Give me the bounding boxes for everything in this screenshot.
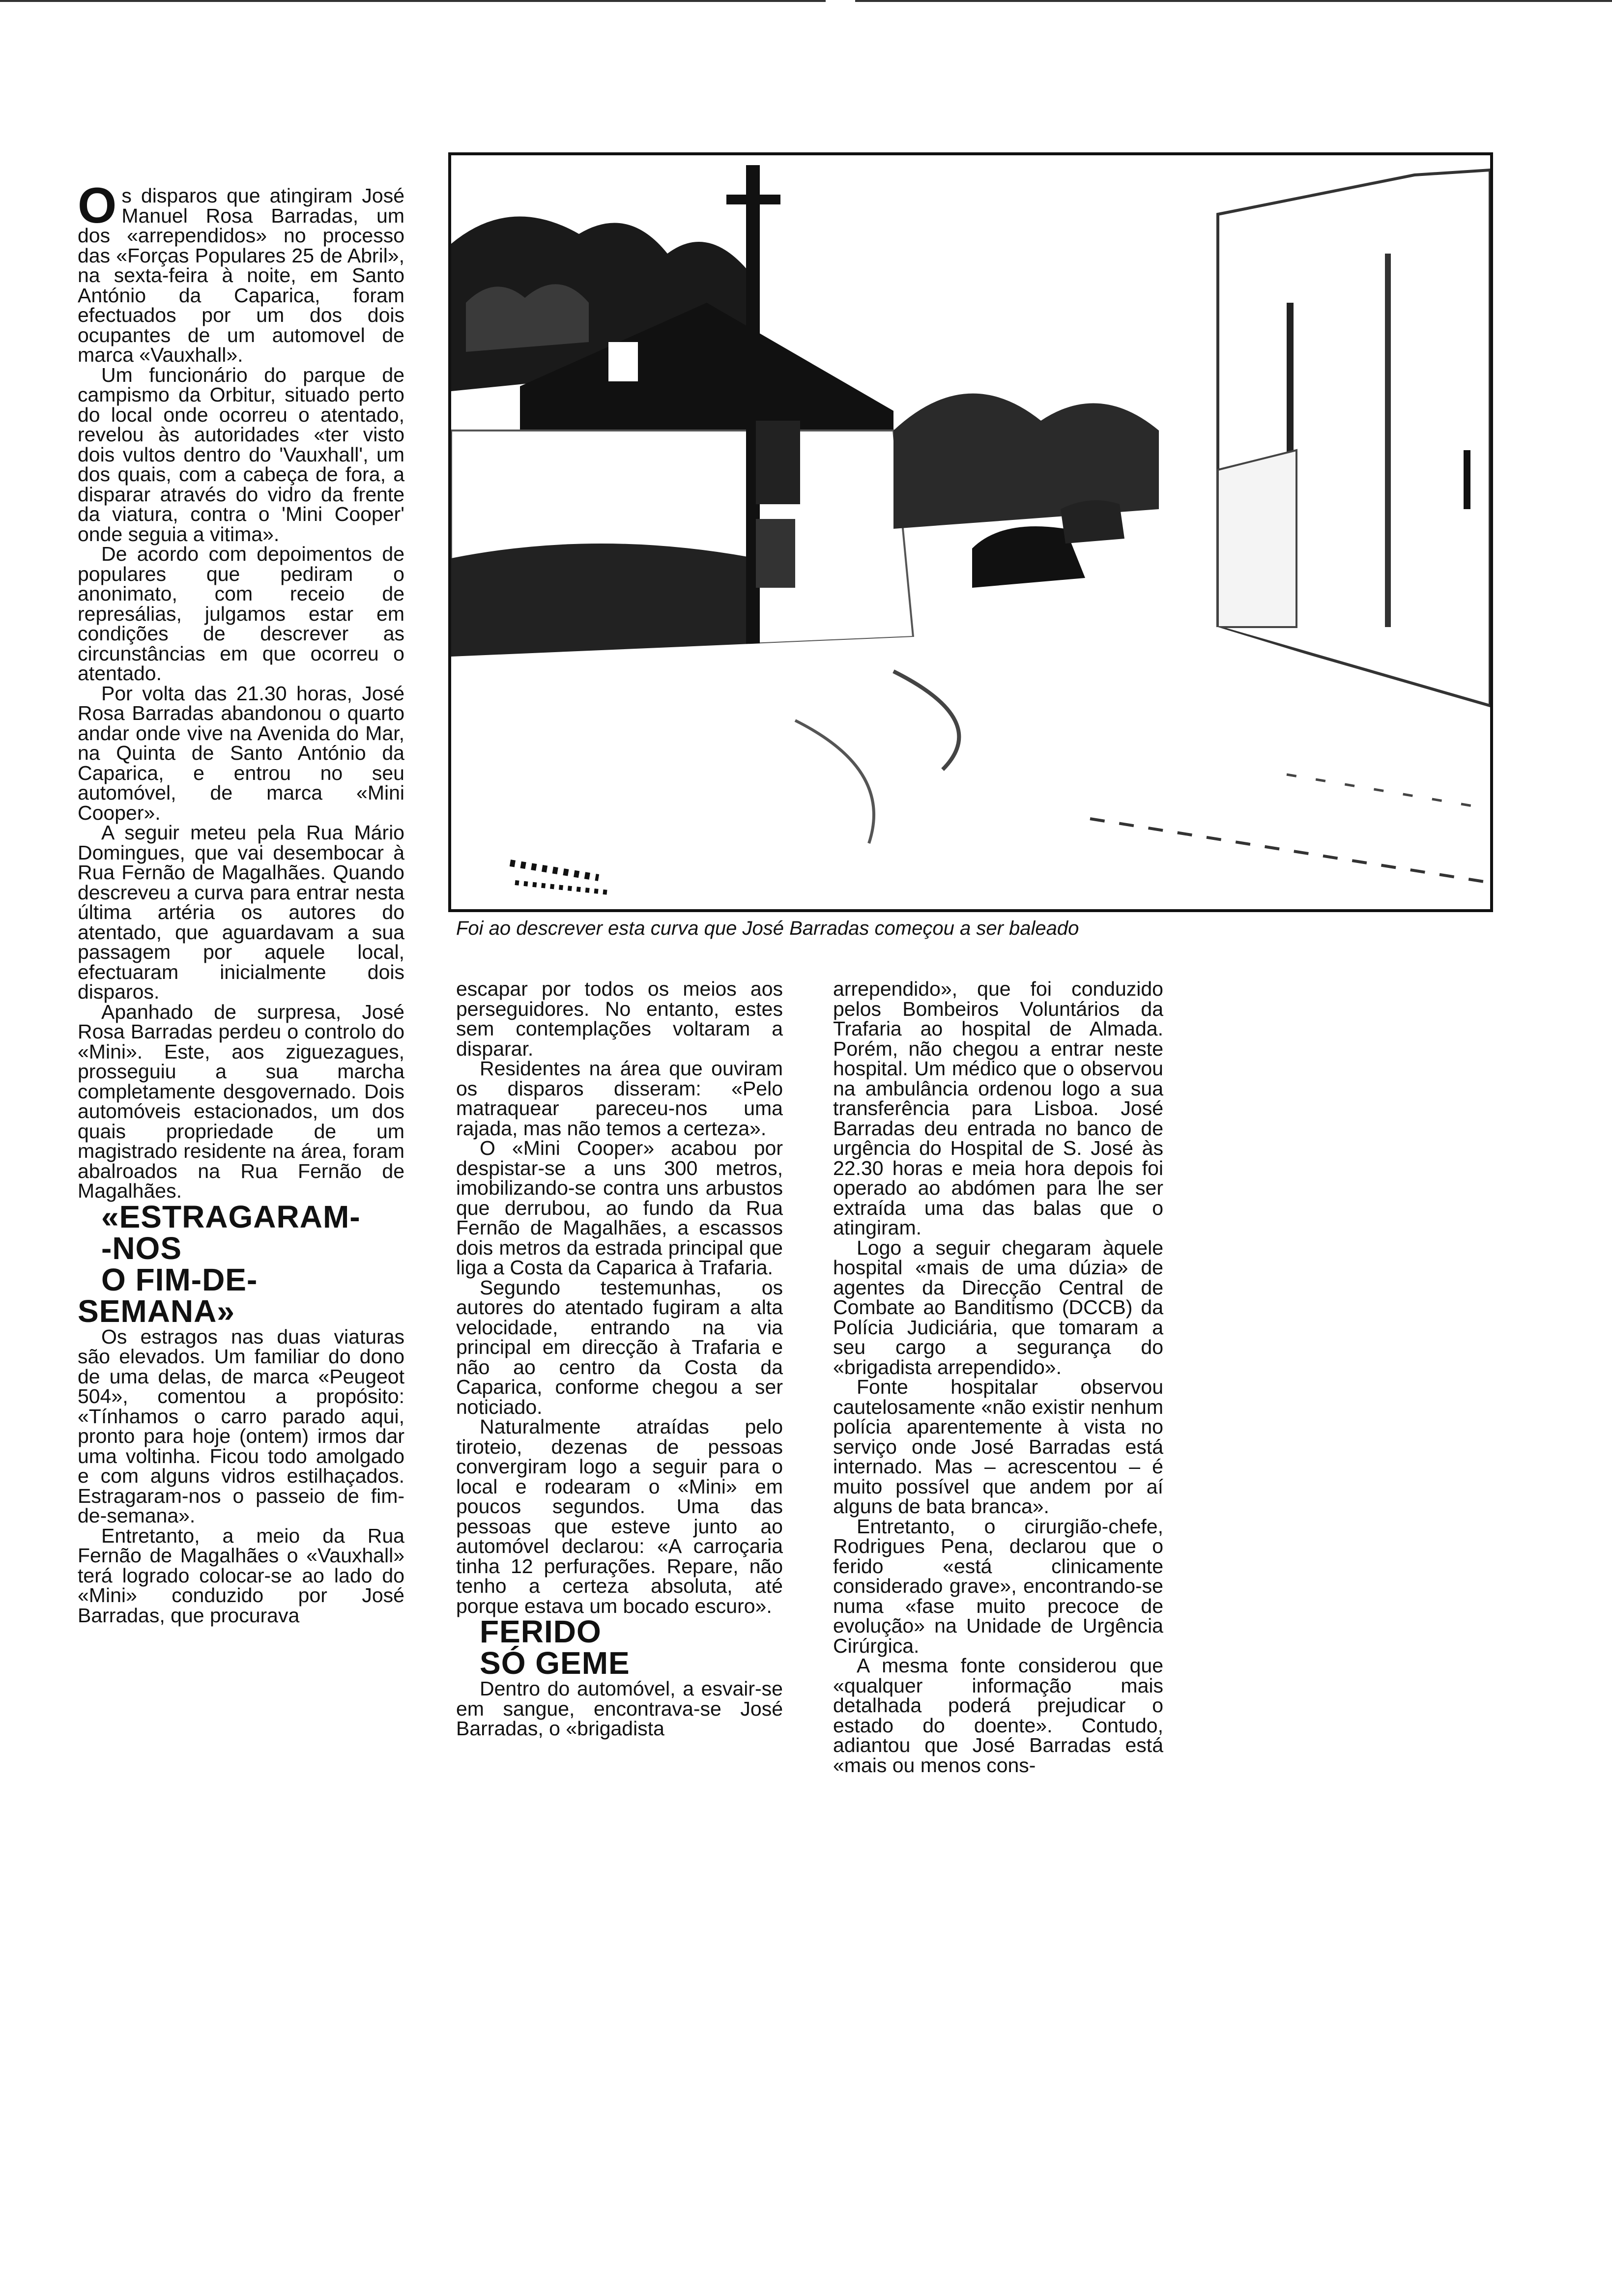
photo-caption: Foi ao descrever esta curva que José Barradas começou a ser baleado xyxy=(456,918,1079,939)
paragraph: arrependido», que foi conduzido pelos Bombeiros Voluntários da Trafaria ao hospital de Almada. Porém, não chegou a entrar neste hospital. Um médico que o observou na ambulância ordenou logo a sua transferência para Lisboa. José Barradas deu entrada no banco de urgência do Hospital de S. José às 22.30 horas e meia hora depois foi operado ao abdómen para lhe ser extraída uma das balas que o atingiram. xyxy=(833,977,1163,1239)
paragraph: Os estragos nas duas viaturas são elevados. Um familiar do dono de uma delas, de marca «Peugeot 504», comentou a propósito: «Tínhamos o carro parado aqui, pronto para hoje (ontem) irmos dar uma voltinha. Ficou todo amolgado e com alguns vidros estilhaçados. Estragaram-nos o passeio de fim-de-semana». xyxy=(78,1325,404,1527)
street-photo-drawing xyxy=(451,155,1490,909)
paragraph: Entretanto, a meio da Rua Fernão de Magalhães o «Vauxhall» terá logrado colocar-se ao lado do «Mini» conduzido por José Barradas, que procurava xyxy=(78,1524,404,1627)
street-photo xyxy=(448,152,1493,912)
article-column-2 xyxy=(456,979,783,1739)
paragraph: O «Mini Cooper» acabou por despistar-se a uns 300 metros, imobilizando-se contra uns arbustos que derrubou, ao fundo da Rua Fernão de Magalhães, a escassos dois metros da estrada principal que liga a Costa da Caparica à Trafaria. xyxy=(456,1137,783,1279)
paragraph: Fonte hospitalar observou cautelosamente «não existir nenhum polícia aparentemente à vista no serviço onde José Barradas está internado. Mas – acrescentou – é muito possível que andem por aí alguns de bata branca». xyxy=(833,1376,1163,1518)
paragraph: Residentes na área que ouviram os disparos disseram: «Pelo matraquear pareceu-nos uma rajada, mas não temos a certeza». xyxy=(456,1057,783,1140)
paragraph: Apanhado de surpresa, José Rosa Barradas perdeu o controlo do «Mini». Este, aos ziguezagues, prosseguiu a sua marcha completamente desgovernado. Dois automóveis estacionados, um dos quais propriedade de um magistrado residente na área, foram abalroados na Rua Fernão de Magalhães. xyxy=(78,1000,404,1202)
article-column-3 xyxy=(833,979,1163,1775)
paragraph: Naturalmente atraídas pelo tiroteio, dezenas de pessoas convergiram logo a seguir para o local e rodearam o «Mini» em poucos segundos. Uma das pessoas que esteve junto ao automóvel declarou: «A carroçaria tinha 12 perfurações. Repare, não tenho a certeza absoluta, até porque estava um bocado escuro». xyxy=(456,1415,783,1617)
paragraph: Por volta das 21.30 horas, José Rosa Barradas abandonou o quarto andar onde vive na Avenida do Mar, na Quinta de Santo António da Caparica, e entrou no seu automóvel, de marca «Mini Cooper». xyxy=(78,682,404,824)
drop-cap: O xyxy=(78,177,117,233)
rule-gap xyxy=(826,0,855,2)
page-top-rule xyxy=(0,0,1612,2)
paragraph: Um funcionário do parque de campismo da Orbitur, situado perto do local onde ocorreu o atentado, revelou às autoridades «ter visto dois vultos dentro do 'Vauxhall', um dos quais, com a cabeça de fora, a disparar através do vidro da frente da viatura, contra o 'Mini Cooper' onde seguia a vitima». xyxy=(78,363,404,545)
lead-paragraph: Os disparos que atingiram José Manuel Rosa Barradas, um dos «arrependidos» no processo das «Forças Populares 25 de Abril», na sexta-feira à noite, em Santo António da Caparica, foram efectuados por um dos dois ocupantes de um automovel de marca «Vauxhall». xyxy=(78,177,404,366)
subheading-ferido: FERIDO SÓ GEME xyxy=(480,1614,630,1681)
paragraph: escapar por todos os meios aos perseguidores. No entanto, estes sem contemplações voltaram a disparar. xyxy=(456,977,783,1060)
paragraph: Entretanto, o cirurgião-chefe, Rodrigues Pena, declarou que o ferido «está clinicamente considerado grave», encontrando-se numa «fase muito precoce de evolução» na Unidade de Urgência Cirúrgica. xyxy=(833,1515,1163,1657)
paragraph: Dentro do automóvel, a esvair-se em sangue, encontrava-se José Barradas, o «brigadista xyxy=(456,1677,783,1740)
subheading-estragaram: «ESTRAGARAM- -NOS O FIM-DE-SEMANA» xyxy=(78,1199,361,1329)
article-column-1 xyxy=(78,177,404,1627)
paragraph: Logo a seguir chegaram àquele hospital «mais de uma dúzia» de agentes da Direcção Central de Combate ao Banditismo (DCCB) da Polícia Judiciária, que tomaram a seu cargo a segurança do «brigadista arrependido». xyxy=(833,1236,1163,1378)
paragraph: De acordo com depoimentos de populares que pediram o anonimato, com receio de represálias, julgamos estar em condições de descrever as circunstâncias em que ocorreu o atentado. xyxy=(78,543,404,685)
paragraph: Segundo testemunhas, os autores do atentado fugiram a alta velocidade, entrando na via principal em direcção à Trafaria e não ao centro da Costa da Caparica, conforme chegou a ser noticiado. xyxy=(456,1276,783,1418)
paragraph: A mesma fonte considerou que «qualquer informação mais detalhada poderá prejudicar o estado do doente». Contudo, adiantou que José Barradas está «mais ou menos cons- xyxy=(833,1654,1163,1777)
paragraph: A seguir meteu pela Rua Mário Domingues, que vai desembocar à Rua Fernão de Magalhães. Quando descreveu a curva para entrar nesta última artéria os autores do atentado, que aguardavam a sua passagem por aquele local, efectuaram inicialmente dois disparos. xyxy=(78,821,404,1003)
